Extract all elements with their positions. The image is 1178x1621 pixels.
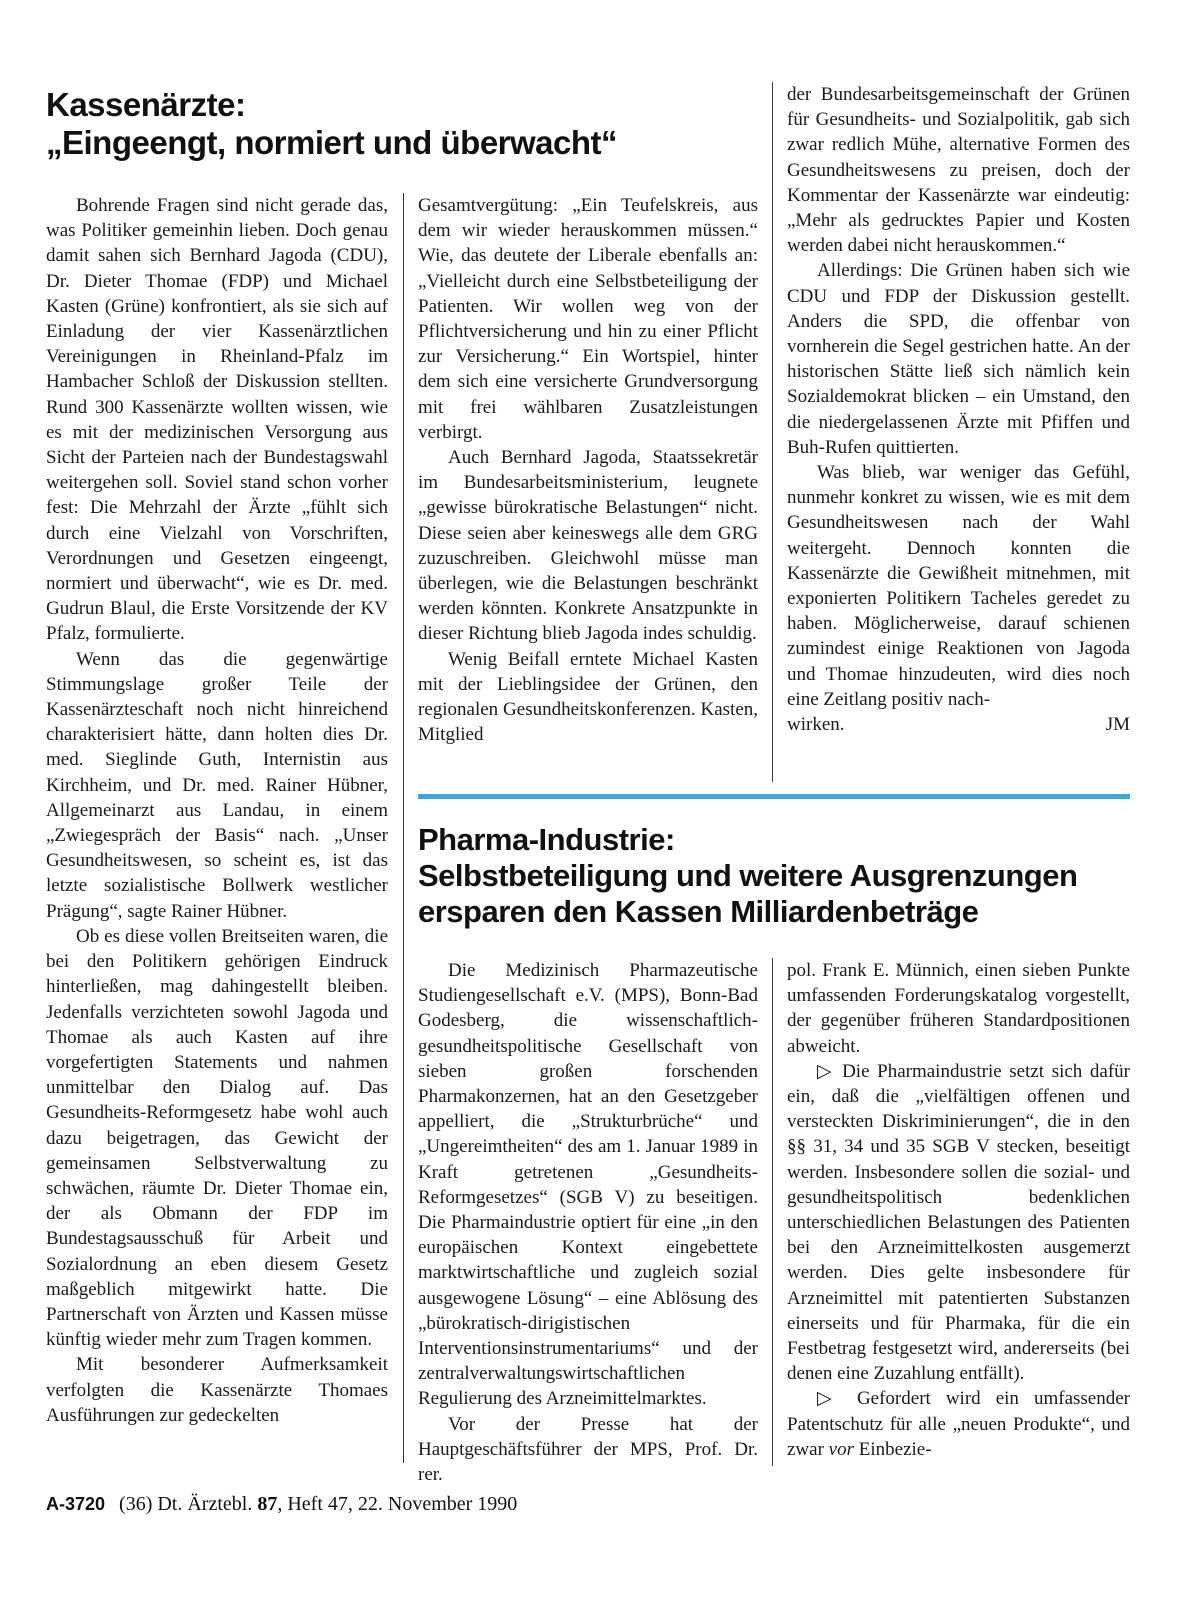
paragraph: Ob es diese vollen Breitseiten waren, die bei den Politikern gehörigen Eindruck hinterließen, mag dahingestellt bleiben. Jedenfalls verzichteten sowohl Jagoda und Thomae als auch Kasten auf ihre vorgefertigten Statements und nahmen unmittelbar den Dialog auf. Das Gesundheits-Reformgesetz habe wohl auch dazu beigetragen, das Gewicht der gemeinsamen Selbstverwaltung zu schwächen, räumte Dr. Dieter Thomae ein, der als Obmann der FDP im Bundestagsausschuß für Arbeit und Sozialordnung an eben diesem Gesetz maßgeblich mitgewirkt hatte. Die Partnerschaft von Ärzten und Kassen müsse künftig wieder mehr zum Tragen kommen. [46, 925, 388, 1351]
paragraph: Bohrende Fragen sind nicht gerade das, was Politiker gemeinhin lieben. Doch genau damit sahen sich Bernhard Jagoda (CDU), Dr. Dieter Thomae (FDP) und Michael Kasten (Grüne) konfrontiert, als sie sich auf Einladung der vier Kassenärztlichen Vereinigungen in Rheinland-Pfalz im Hambacher Schloß der Diskussion stellten. Rund 300 Kassenärzte wollten wissen, wie es mit der medizinischen Versorgung aus Sicht der Parteien nach der Bundestagswahl weitergehen soll. Soviel stand schon vorher fest: Die Mehrzahl der Ärzte „fühlt sich durch eine Vielzahl von Vorschriften, Verordnungen und Gesetzen eingeengt, normiert und überwacht“, wie es Dr. med. Gudrun Blaul, die Erste Vorsitzende der KV Pfalz, formulierte. [46, 195, 388, 645]
paragraph: Was blieb, war weniger das Gefühl, nunmehr konkret zu wissen, wie es mit dem Gesundheitswesen nach der Wahl weitergeht. Dennoch konnten die Kassenärzte die Gewißheit mitnehmen, mit exponierten Politikern Tacheles geredet zu haben. Möglicherweise, darauf schienen zumindest einige Reaktionen von Jagoda und Thomae hinzudeuten, wird dies noch eine Zeitlang positiv nach- [787, 462, 1130, 710]
article1-column-1 [46, 193, 388, 1463]
paragraph: Wenig Beifall erntete Michael Kasten mit der Lieblingsidee der Grünen, den regionalen Gesundheitskonferenzen. Kasten, Mitglied [418, 648, 758, 746]
page-number: A-3720 [46, 1494, 106, 1514]
journal-issue-suffix: , Heft 47, 22. November 1990 [277, 1493, 518, 1515]
article1-closing-line [787, 712, 1130, 737]
journal-issue-prefix: (36) Dt. Ärztebl. [119, 1493, 253, 1515]
article2-headline-line3: ersparen den Kassen Milliardenbeträge [418, 893, 979, 929]
article1-headline-line1: Kassenärzte: [46, 86, 246, 123]
article2-headline-line2: Selbstbeteiligung und weitere Ausgrenzungen [418, 857, 1078, 893]
article2-headline-line1: Pharma-Industrie: [418, 822, 675, 857]
article2-column-2 [787, 958, 1130, 1466]
article-separator-rule [418, 794, 1130, 799]
paragraph: Mit besonderer Aufmerksamkeit verfolgten die Kassenärzte Thomaes Ausführungen zur gedeckelten [46, 1354, 388, 1426]
paragraph-end: wirken. [787, 714, 845, 736]
paragraph: Allerdings: Die Grünen haben sich wie CDU und FDP der Diskussion gestellt. Anders die SPD, die offenbar von vornherein die Segel gestrichen hatte. An der historischen Stätte ließ sich nämlich kein Sozialdemokrat blicken – ein Umstand, den die niedergelassenen Ärzte mit Pfiffen und Buh-Rufen quittierten. [787, 260, 1130, 458]
paragraph-text: Einbezie- [858, 1438, 932, 1460]
paragraph: ▷ Die Pharmaindustrie setzt sich dafür ein, daß die „vielfältigen offenen und versteckten Diskriminierungen“, die in den §§ 31, 34 und 35 SGB V stecken, beseitigt werden. Insbesondere sollen die sozial- und gesundheitspolitisch bedenklichen unterschiedlichen Belastungen des Patienten bei den Arzneimittelkosten ausgemerzt werden. Dies gelte insbesondere für Arzneimittel mit patentierten Substanzen einerseits und für Pharmaka, für die ein Festbetrag festgesetzt wird, andererseits (bei denen eine Zuzahlung entfällt). [787, 1060, 1130, 1385]
paragraph: Wenn das die gegenwärtige Stimmungslage großer Teile der Kassenärzteschaft noch nicht hinreichend charakterisiert hätte, dann holten dies Dr. med. Sieglinde Guth, Internistin aus Kirchheim, und Dr. med. Rainer Hübner, Allgemeinarzt aus Landau, in einem „Zwiegespräch der Basis“ nach. „Unser Gesundheitswesen, so scheint es, ist das letzte sozialistische Bollwerk westlicher Prägung“, sagte Rainer Hübner. [46, 648, 388, 922]
paragraph: Die Medizinisch Pharmazeutische Studiengesellschaft e.V. (MPS), Bonn-Bad Godesberg, die wissenschaftlich-gesundheitspolitische Gesellschaft von sieben großen forschenden Pharmakonzernen, hat an den Gesetzgeber appelliert, die „Strukturbrüche“ und „Ungereimtheiten“ des am 1. Januar 1989 in Kraft getretenen „Gesundheits-Reformgesetzes“ (SGB V) zu beseitigen. Die Pharmaindustrie optiert für eine „in den europäischen Kontext eingebettete marktwirtschaftliche und zugleich sozial ausgewogene Lösung“ – eine Ablösung des „bürokratisch-dirigistischen Interventionsinstrumentariums“ und der zentralverwaltungswirtschaftlichen Regulierung des Arzneimittelmarktes. [418, 960, 758, 1410]
column-divider [772, 958, 773, 1466]
article1-headline-line2: „Eingeengt, normiert und überwacht“ [46, 124, 618, 162]
article1-column-3 [787, 82, 1130, 780]
page-footer [46, 1493, 517, 1516]
author-signature: JM [1105, 714, 1130, 736]
paragraph: der Bundesarbeitsgemeinschaft der Grünen für Gesundheits- und Sozialpolitik, gab sich zwar redlich Mühe, alternative Formen des Gesundheitswesens zu preisen, doch der Kommentar der Kassenärzte war eindeutig: „Mehr als gedrucktes Papier und Kosten werden dabei nicht herauskommen.“ [787, 84, 1130, 257]
article2-column-1 [418, 958, 758, 1486]
paragraph [787, 1386, 1130, 1462]
column-divider [772, 82, 773, 782]
article1-column-2 [418, 193, 758, 780]
paragraph: pol. Frank E. Münnich, einen sieben Punkte umfassenden Forderungskatalog vorgestellt, der gegenüber früheren Standardpositionen abweicht. [787, 960, 1130, 1057]
paragraph-text: ▷ Gefordert wird ein umfassender Patentschutz für alle „neuen Produkte“, und zwar [787, 1388, 1130, 1460]
paragraph: Auch Bernhard Jagoda, Staatssekretär im Bundesarbeitsministerium, leugnete „gewisse bürokratische Belastungen“ nicht. Diese seien aber keineswegs alle dem GRG zuzuschreiben. Gleichwohl müsse man überlegen, wie die Belastungen beschränkt werden könnten. Konkrete Ansatzpunkte in dieser Richtung blieb Jagoda indes schuldig. [418, 447, 758, 645]
article1-headline [46, 86, 766, 163]
journal-volume: 87 [257, 1493, 278, 1515]
paragraph: Vor der Presse hat der Hauptgeschäftsführer der MPS, Prof. Dr. rer. [418, 1413, 758, 1486]
column-divider [403, 193, 404, 1463]
emphasis: vor [828, 1438, 854, 1460]
article2-headline [418, 822, 1138, 930]
paragraph: Gesamtvergütung: „Ein Teufelskreis, aus dem wir wieder herauskommen müssen.“ Wie, das deutete der Liberale ebenfalls an: „Vielleicht durch eine Selbstbeteiligung der Patienten. Wir wollen weg von der Pflichtversicherung und hin zu einer Pflicht zur Versicherung.“ Ein Wortspiel, hinter dem sich eine versicherte Grundversorgung mit frei wählbaren Zusatzleistungen verbirgt. [418, 195, 758, 443]
